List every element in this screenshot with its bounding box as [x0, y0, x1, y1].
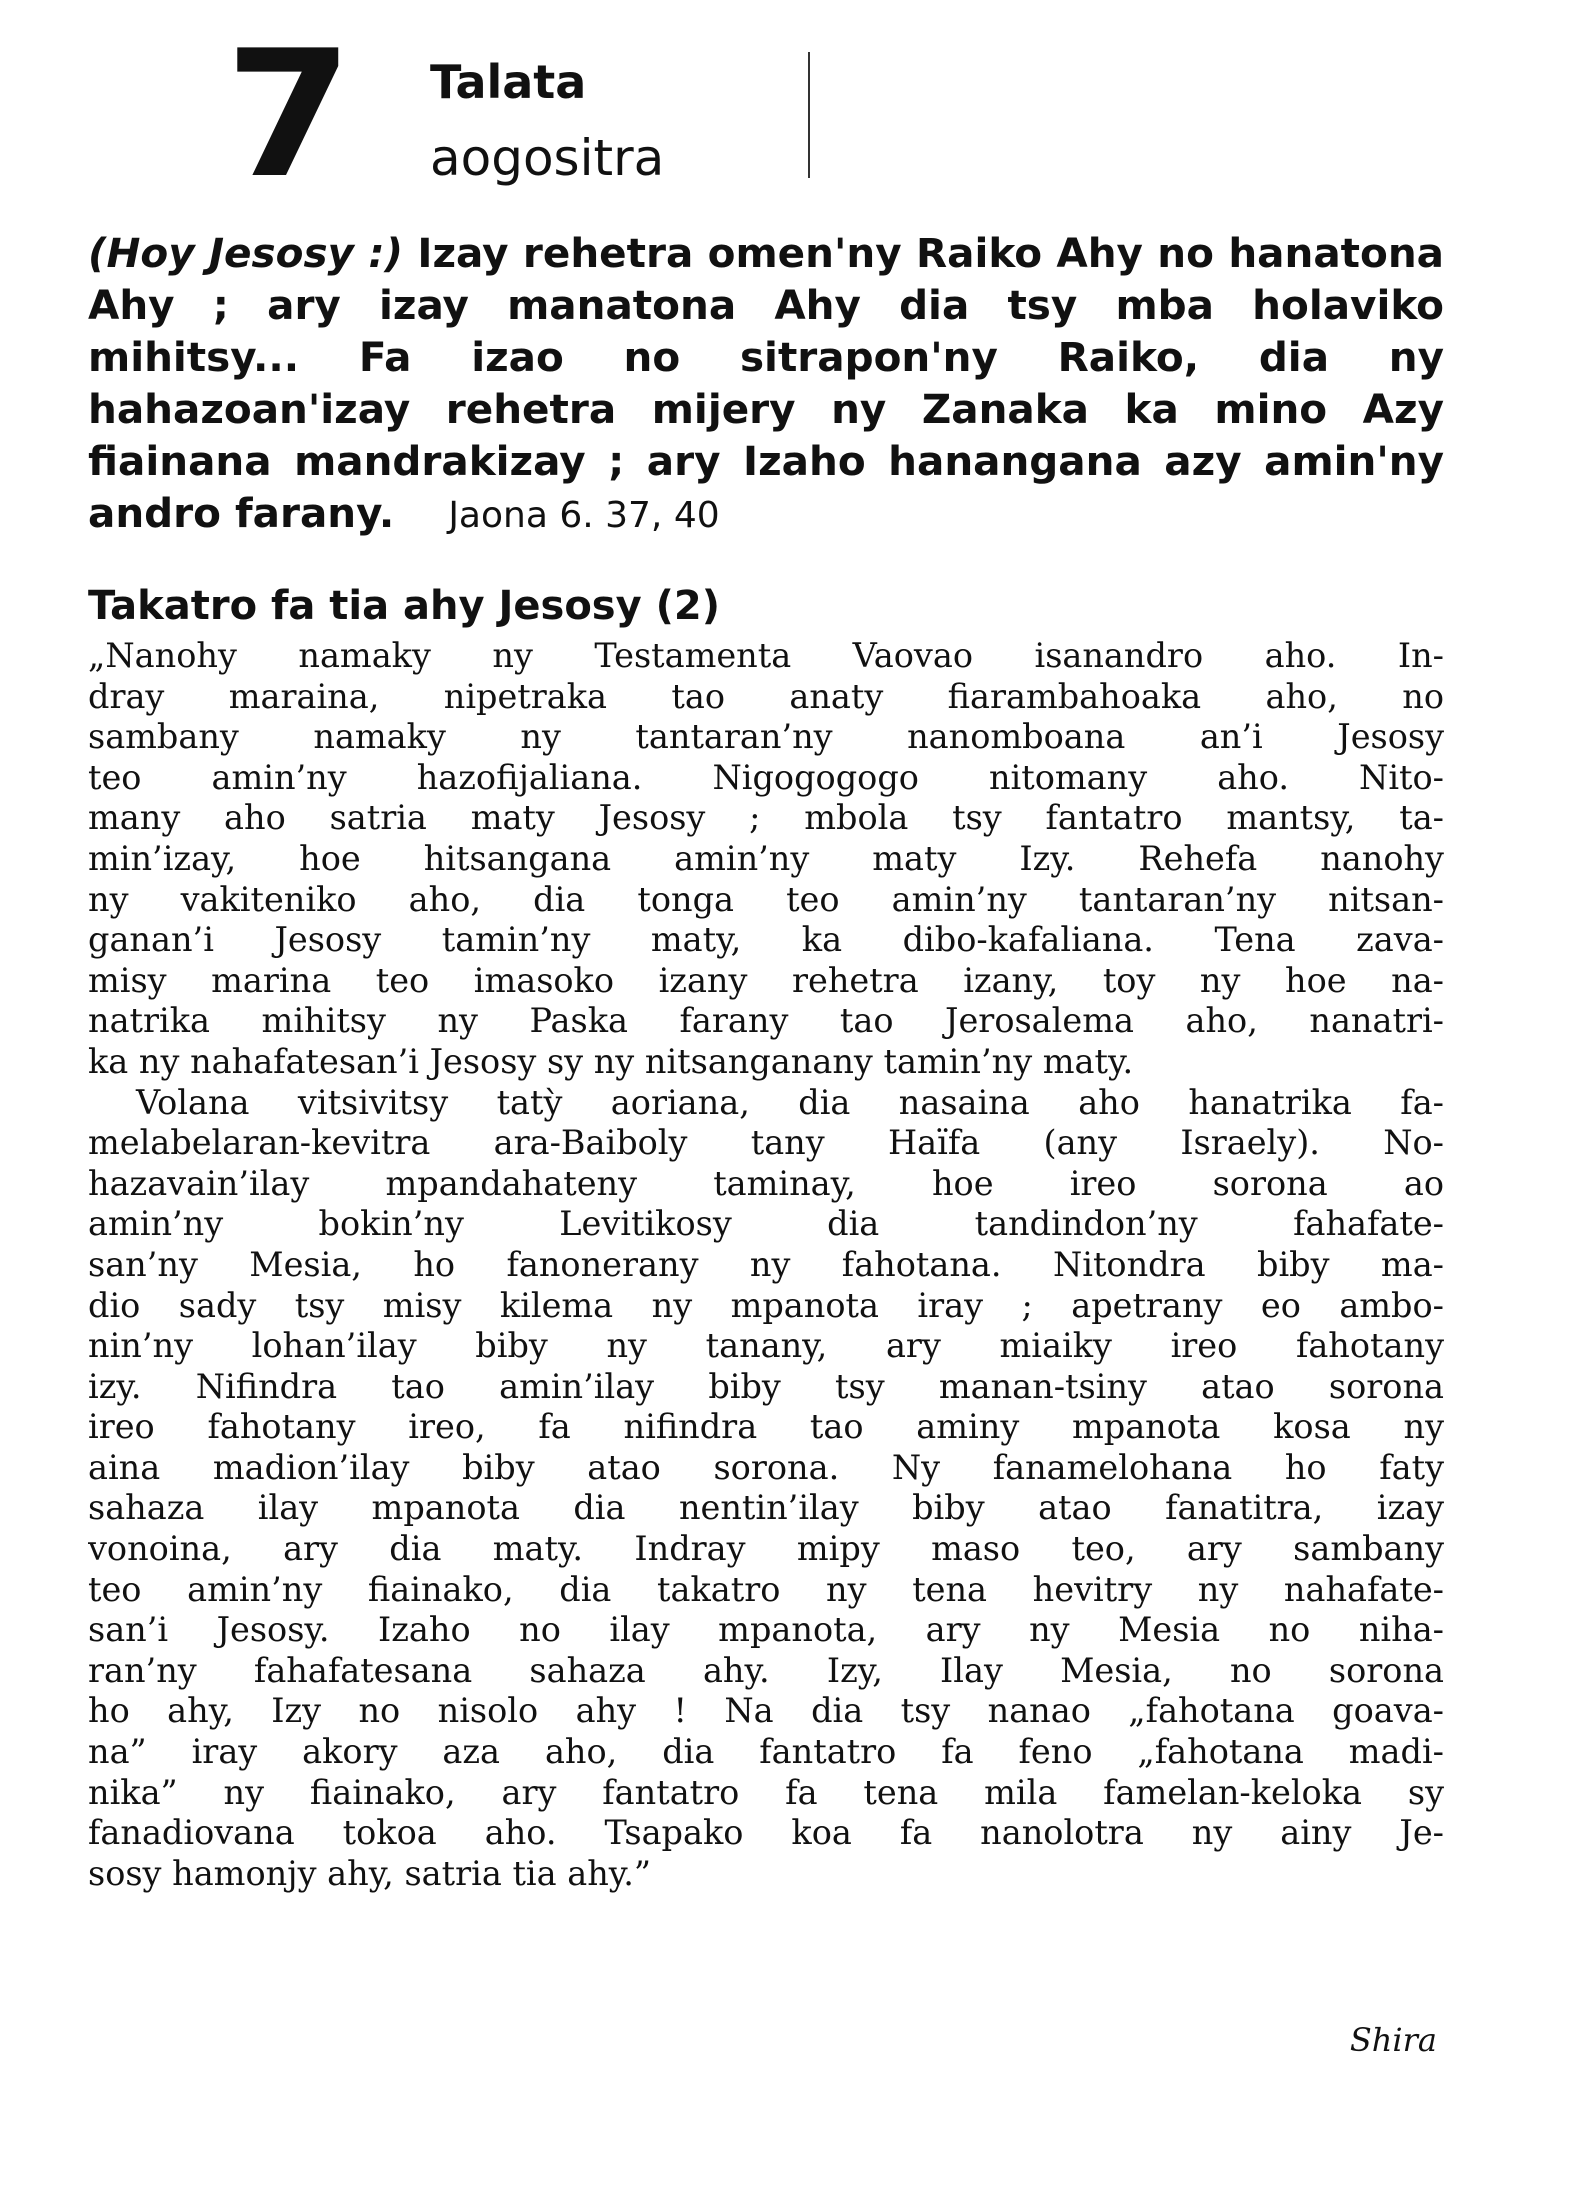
day-number: 7 [225, 14, 349, 217]
body-line: teo amin’ny hazofijaliana. Nigogogogo nitomany aho. Nito- [88, 757, 1444, 797]
body-line: ny vakiteniko aho, dia tonga teo amin’ny tantaran’ny nitsan- [88, 879, 1444, 919]
body-line: na” iray akory aza aho, dia fantatro fa feno „fahotana madi- [88, 1732, 1444, 1772]
body-line: vonoina, ary dia maty. Indray mipy maso teo, ary sambany [88, 1529, 1444, 1569]
body-line: nika” ny fiainako, ary fantatro fa tena mila famelan-keloka sy [88, 1772, 1444, 1812]
scripture-verse [88, 227, 1444, 542]
month-label: aogositra [430, 129, 665, 187]
body-line: ho ahy, Izy no nisolo ahy ! Na dia tsy nanao „fahotana goava- [88, 1691, 1444, 1731]
body-line: san’ny Mesia, ho fanonerany ny fahotana. Nitondra biby ma- [88, 1244, 1444, 1284]
body-line: ka ny nahafatesan’i Jesosy sy ny nitsanganany tamin’ny maty. [88, 1041, 1134, 1081]
body-line: ran’ny fahafatesana sahaza ahy. Izy, Ilay Mesia, no sorona [88, 1650, 1444, 1690]
body-line: min’izay, hoe hitsangana amin’ny maty Izy. Rehefa nanohy [88, 838, 1444, 878]
weekday-label: Talata [430, 55, 587, 109]
body-line: san’i Jesosy. Izaho no ilay mpanota, ary ny Mesia no niha- [88, 1610, 1444, 1650]
body-line: aina madion’ilay biby atao sorona. Ny fanamelohana ho faty [88, 1447, 1444, 1487]
body-line: ireo fahotany ireo, fa nifindra tao aminy mpanota kosa ny [88, 1407, 1444, 1447]
body-line: nin’ny lohan’ilay biby ny tanany, ary miaiky ireo fahotany [88, 1326, 1444, 1366]
body-line: amin’ny bokin’ny Levitikosy dia tandindon’ny fahafate- [88, 1204, 1444, 1244]
verse-reference: Jaona 6. 37, 40 [448, 495, 720, 536]
body-line: sosy hamonjy ahy, satria tia ahy.” [88, 1853, 652, 1893]
body-line: Volana vitsivitsy tatỳ aoriana, dia nasaina aho hanatrika fa- [136, 1082, 1444, 1122]
body-line: misy marina teo imasoko izany rehetra izany, toy ny hoe na- [88, 960, 1444, 1000]
body-line: dio sady tsy misy kilema ny mpanota iray ; apetrany eo ambo- [88, 1285, 1444, 1325]
verse-intro: (Hoy Jesosy :) [88, 229, 404, 277]
body-line: teo amin’ny fiainako, dia takatro ny tena hevitry ny nahafate- [88, 1569, 1444, 1609]
body-line: natrika mihitsy ny Paska farany tao Jerosalema aho, nanatri- [88, 1001, 1444, 1041]
article-body [88, 636, 1444, 1894]
body-line: melabelaran-kevitra ara-Baiboly tany Haïfa (any Israely). No- [88, 1123, 1444, 1163]
body-line: many aho satria maty Jesosy ; mbola tsy fantatro mantsy, ta- [88, 798, 1444, 838]
body-line: dray maraina, nipetraka tao anaty fiarambahoaka aho, no [88, 676, 1444, 716]
body-line: izy. Nifindra tao amin’ilay biby tsy manan-tsiny atao sorona [88, 1366, 1444, 1406]
body-line: fanadiovana tokoa aho. Tsapako koa fa nanolotra ny ainy Je- [88, 1813, 1444, 1853]
body-line: hazavain’ilay mpandahateny taminay, hoe ireo sorona ao [88, 1163, 1444, 1203]
author-signature: Shira [1349, 2021, 1437, 2059]
verse-text: Izay rehetra omen'ny Raiko Ahy no hanatona Ahy ; ary izay manatona Ahy dia tsy mba holaviko mihitsy... Fa izao no sitrapon'ny Raiko, dia ny hahazoan'izay rehetra mijery ny Zanaka ka mino Azy fiainana mandrakizay ; ary Izaho hanangana azy amin'ny andro farany. [88, 229, 1444, 537]
body-line: sahaza ilay mpanota dia nentin’ilay biby atao fanatitra, izay [88, 1488, 1444, 1528]
body-line: sambany namaky ny tantaran’ny nanomboana an’i Jesosy [88, 717, 1444, 757]
article-title: Takatro fa tia ahy Jesosy (2) [88, 583, 721, 629]
header-divider [808, 52, 810, 178]
body-line: ganan’i Jesosy tamin’ny maty, ka dibo-kafaliana. Tena zava- [88, 920, 1444, 960]
body-line: „Nanohy namaky ny Testamenta Vaovao isanandro aho. In- [88, 636, 1444, 675]
